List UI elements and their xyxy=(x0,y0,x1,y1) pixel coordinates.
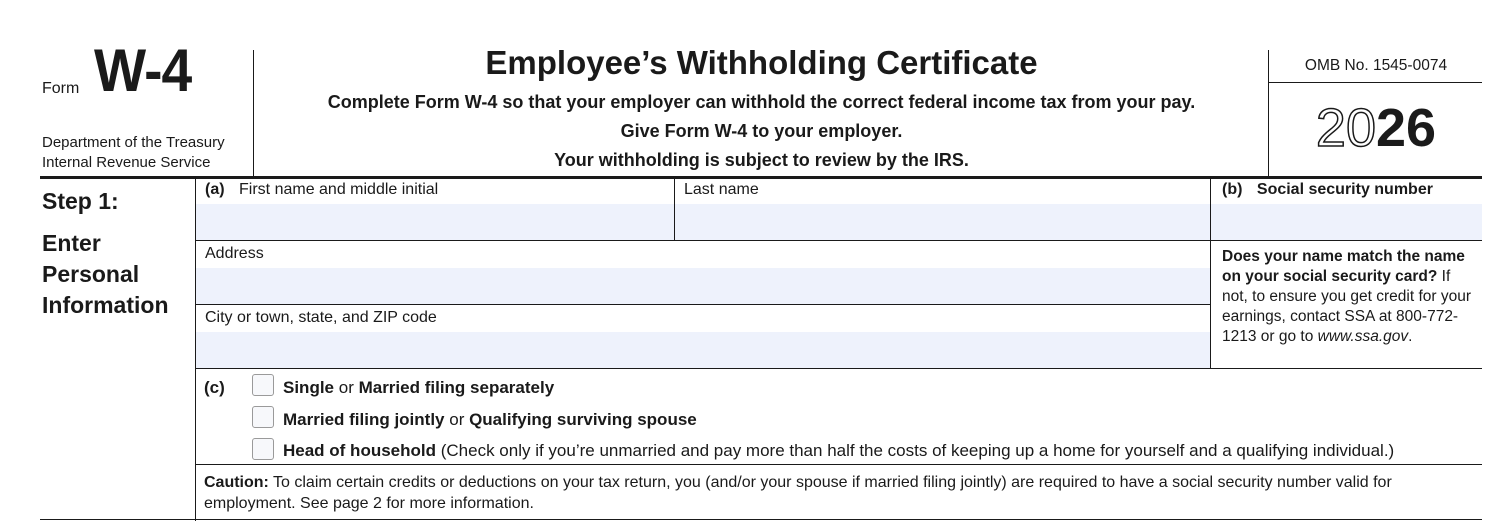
subtitle-line-2: Give Form W-4 to your employer. xyxy=(620,121,903,141)
married-jointly-checkbox[interactable] xyxy=(252,406,274,428)
ssn-input[interactable] xyxy=(1211,204,1482,240)
row-rule-4 xyxy=(196,464,1482,465)
ssn-note-question: Does your name match the name on your social security card? xyxy=(1222,248,1465,285)
option-3-tail: (Check only if you’re unmarried and pay more than half the costs of keeping up a home for yourself and a qualifying individual.) xyxy=(436,441,1395,460)
first-name-label: First name and middle initial xyxy=(239,181,439,198)
ssn-note-text: If not, to ensure you get credit for your earnings, contact SSA at 800-772-1213 or go to xyxy=(1222,268,1471,345)
head-of-household-checkbox[interactable] xyxy=(252,438,274,460)
last-name-input[interactable] xyxy=(675,204,1210,240)
subtitle-line-3: Your withholding is subject to review by the IRS. xyxy=(554,150,969,170)
ssn-note-end: . xyxy=(1408,328,1413,345)
option-2-mid: or xyxy=(444,410,470,429)
row-rule-1 xyxy=(196,240,1482,241)
filing-option-married-jointly xyxy=(283,410,697,430)
step-1-label: Step 1: xyxy=(42,188,119,214)
address-label: Address xyxy=(205,245,264,262)
step-1-description xyxy=(42,228,169,321)
single-checkbox[interactable] xyxy=(252,374,274,396)
field-b-marker: (b) xyxy=(1222,181,1243,198)
subtitle-line-1: Complete Form W-4 so that your employer can withhold the correct federal income tax from your pay. xyxy=(327,92,1196,112)
row-rule-2 xyxy=(196,304,1210,305)
last-name-label: Last name xyxy=(684,181,759,198)
option-2-bold-1: Married filing jointly xyxy=(283,410,445,429)
header-rule xyxy=(40,176,1482,179)
city-label: City or town, state, and ZIP code xyxy=(205,309,437,326)
filing-option-head-of-household xyxy=(283,441,1394,461)
address-input[interactable] xyxy=(196,268,1210,304)
step-desc-line-2: Personal xyxy=(42,261,140,287)
field-c-marker: (c) xyxy=(204,378,225,397)
option-1-bold-1: Single xyxy=(283,378,335,397)
field-b xyxy=(1222,181,1433,199)
tax-year-suffix: 26 xyxy=(1376,98,1437,158)
ssn-label: Social security number xyxy=(1256,181,1433,198)
agency-name: Internal Revenue Service xyxy=(42,154,211,171)
caution-text: To claim certain credits or deductions on your tax return, you (and/or your spouse if married filing jointly) are required to have a social security number valid for employment. See page 2 for more information. xyxy=(204,474,1392,512)
ssa-link[interactable]: www.ssa.gov xyxy=(1317,328,1409,345)
filing-option-single xyxy=(283,378,554,398)
row-rule-3 xyxy=(196,368,1482,369)
step-desc-line-1: Enter xyxy=(42,230,101,256)
caution-note xyxy=(204,472,1474,514)
form-title: Employee’s Withholding Certificate xyxy=(485,44,1038,81)
issuing-agency xyxy=(42,133,225,173)
option-3-bold-1: Head of household xyxy=(283,441,436,460)
omb-number: OMB No. 1545-0074 xyxy=(1304,57,1448,74)
caution-label: Caution: xyxy=(204,474,269,491)
field-a-marker: (a) xyxy=(205,181,225,198)
form-number: W-4 xyxy=(94,37,192,104)
ssn-note xyxy=(1222,247,1480,347)
option-1-mid: or xyxy=(334,378,359,397)
step-desc-line-3: Information xyxy=(42,292,169,318)
bottom-rule xyxy=(40,519,1482,520)
omb-divider xyxy=(1268,82,1482,83)
form-word: Form xyxy=(42,80,80,97)
first-name-input[interactable] xyxy=(196,204,674,240)
option-1-bold-2: Married filing separately xyxy=(358,378,555,397)
tax-year-prefix: 20 xyxy=(1315,98,1376,158)
department-name: Department of the Treasury xyxy=(42,134,225,151)
header-divider-right xyxy=(1268,50,1269,177)
field-a xyxy=(205,181,438,199)
header-divider-left xyxy=(253,50,254,177)
option-2-bold-2: Qualifying surviving spouse xyxy=(469,410,697,429)
tax-year xyxy=(1270,98,1482,158)
city-input[interactable] xyxy=(196,332,1210,368)
